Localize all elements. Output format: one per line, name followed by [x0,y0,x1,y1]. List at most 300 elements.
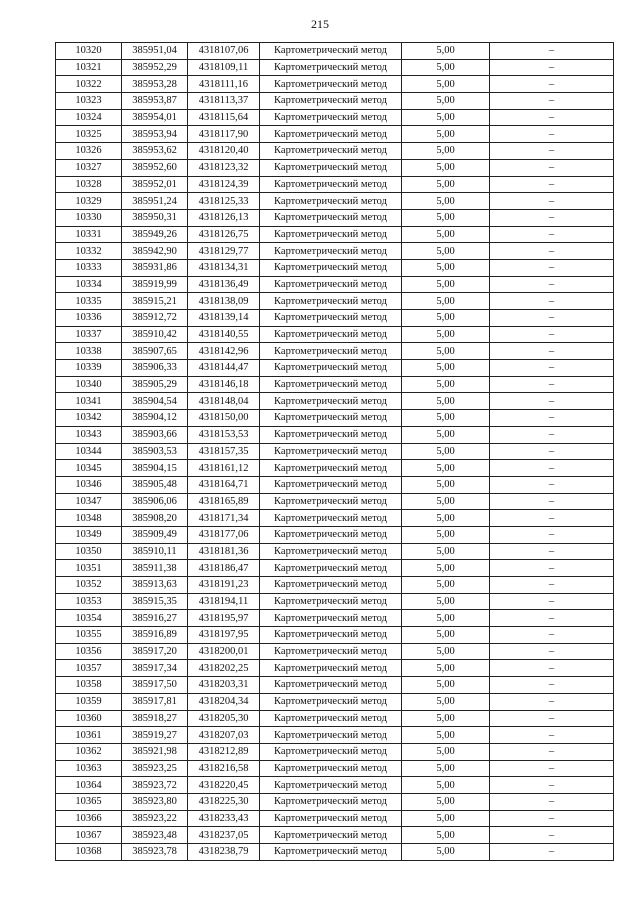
accuracy-cell: 5,00 [402,643,490,660]
description-cell: – [490,310,614,327]
point-number-cell: 10338 [56,343,122,360]
method-cell: Картометрический метод [260,543,402,560]
coord-x-cell: 385904,15 [122,460,188,477]
accuracy-cell: 5,00 [402,226,490,243]
method-cell: Картометрический метод [260,426,402,443]
method-cell: Картометрический метод [260,310,402,327]
method-cell: Картометрический метод [260,226,402,243]
table-row [56,710,614,727]
coord-x-cell: 385919,27 [122,727,188,744]
method-cell: Картометрический метод [260,159,402,176]
table-row [56,493,614,510]
accuracy-cell: 5,00 [402,59,490,76]
coord-x-cell: 385953,62 [122,143,188,160]
point-number-cell: 10340 [56,376,122,393]
coord-x-cell: 385951,24 [122,193,188,210]
accuracy-cell: 5,00 [402,827,490,844]
table-row [56,643,614,660]
coord-y-cell: 4318150,00 [188,410,260,427]
coord-y-cell: 4318111,16 [188,76,260,93]
table-row [56,410,614,427]
method-cell: Картометрический метод [260,209,402,226]
table-row [56,226,614,243]
method-cell: Картометрический метод [260,460,402,477]
coord-x-cell: 385923,80 [122,793,188,810]
description-cell: – [490,43,614,60]
method-cell: Картометрический метод [260,760,402,777]
method-cell: Картометрический метод [260,243,402,260]
coord-y-cell: 4318194,11 [188,593,260,610]
method-cell: Картометрический метод [260,443,402,460]
description-cell: – [490,610,614,627]
description-cell: – [490,727,614,744]
coord-x-cell: 385918,27 [122,710,188,727]
point-number-cell: 10336 [56,310,122,327]
coord-x-cell: 385912,72 [122,310,188,327]
table-row [56,176,614,193]
accuracy-cell: 5,00 [402,43,490,60]
table-row [56,660,614,677]
coord-y-cell: 4318126,75 [188,226,260,243]
coord-x-cell: 385917,50 [122,677,188,694]
description-cell: – [490,410,614,427]
description-cell: – [490,126,614,143]
point-number-cell: 10366 [56,810,122,827]
table-row [56,777,614,794]
accuracy-cell: 5,00 [402,143,490,160]
point-number-cell: 10360 [56,710,122,727]
coord-y-cell: 4318212,89 [188,743,260,760]
coord-x-cell: 385923,25 [122,760,188,777]
point-number-cell: 10325 [56,126,122,143]
coord-x-cell: 385951,04 [122,43,188,60]
table-row [56,677,614,694]
point-number-cell: 10350 [56,543,122,560]
table-row [56,593,614,610]
accuracy-cell: 5,00 [402,176,490,193]
point-number-cell: 10321 [56,59,122,76]
accuracy-cell: 5,00 [402,393,490,410]
point-number-cell: 10322 [56,76,122,93]
coord-x-cell: 385904,54 [122,393,188,410]
table-row [56,526,614,543]
table-row [56,460,614,477]
accuracy-cell: 5,00 [402,410,490,427]
coord-y-cell: 4318161,12 [188,460,260,477]
description-cell: – [490,243,614,260]
coord-x-cell: 385923,78 [122,844,188,861]
table-row [56,276,614,293]
method-cell: Картометрический метод [260,693,402,710]
method-cell: Картометрический метод [260,844,402,861]
accuracy-cell: 5,00 [402,360,490,377]
coord-y-cell: 4318136,49 [188,276,260,293]
coord-y-cell: 4318153,53 [188,426,260,443]
method-cell: Картометрический метод [260,259,402,276]
point-number-cell: 10326 [56,143,122,160]
accuracy-cell: 5,00 [402,276,490,293]
coord-x-cell: 385916,27 [122,610,188,627]
point-number-cell: 10333 [56,259,122,276]
point-number-cell: 10328 [56,176,122,193]
point-number-cell: 10345 [56,460,122,477]
description-cell: – [490,493,614,510]
description-cell: – [490,627,614,644]
description-cell: – [490,376,614,393]
coord-x-cell: 385910,11 [122,543,188,560]
method-cell: Картометрический метод [260,810,402,827]
accuracy-cell: 5,00 [402,710,490,727]
method-cell: Картометрический метод [260,76,402,93]
description-cell: – [490,760,614,777]
table-row [56,760,614,777]
coord-x-cell: 385923,48 [122,827,188,844]
accuracy-cell: 5,00 [402,593,490,610]
accuracy-cell: 5,00 [402,209,490,226]
accuracy-cell: 5,00 [402,293,490,310]
coord-x-cell: 385915,21 [122,293,188,310]
method-cell: Картометрический метод [260,743,402,760]
description-cell: – [490,476,614,493]
accuracy-cell: 5,00 [402,460,490,477]
accuracy-cell: 5,00 [402,109,490,126]
accuracy-cell: 5,00 [402,76,490,93]
coord-x-cell: 385949,26 [122,226,188,243]
table-row [56,193,614,210]
coord-x-cell: 385905,29 [122,376,188,393]
table-row [56,109,614,126]
coord-y-cell: 4318203,31 [188,677,260,694]
table-row [56,159,614,176]
table-row [56,293,614,310]
coord-x-cell: 385917,20 [122,643,188,660]
coord-y-cell: 4318124,39 [188,176,260,193]
coord-y-cell: 4318134,31 [188,259,260,276]
accuracy-cell: 5,00 [402,693,490,710]
description-cell: – [490,109,614,126]
table-row [56,426,614,443]
table-row [56,126,614,143]
method-cell: Картометрический метод [260,710,402,727]
accuracy-cell: 5,00 [402,93,490,110]
table-row [56,443,614,460]
description-cell: – [490,693,614,710]
coord-y-cell: 4318144,47 [188,360,260,377]
point-number-cell: 10346 [56,476,122,493]
coord-y-cell: 4318238,79 [188,844,260,861]
point-number-cell: 10337 [56,326,122,343]
description-cell: – [490,276,614,293]
coord-x-cell: 385907,65 [122,343,188,360]
accuracy-cell: 5,00 [402,193,490,210]
coord-x-cell: 385950,31 [122,209,188,226]
description-cell: – [490,59,614,76]
coord-y-cell: 4318146,18 [188,376,260,393]
description-cell: – [490,226,614,243]
coord-x-cell: 385952,60 [122,159,188,176]
coord-y-cell: 4318177,06 [188,526,260,543]
table-row [56,243,614,260]
coord-y-cell: 4318195,97 [188,610,260,627]
coordinates-table-body [56,43,614,861]
table-row [56,510,614,527]
method-cell: Картометрический метод [260,176,402,193]
coord-x-cell: 385952,01 [122,176,188,193]
coord-y-cell: 4318205,30 [188,710,260,727]
point-number-cell: 10365 [56,793,122,810]
method-cell: Картометрический метод [260,793,402,810]
coord-x-cell: 385915,35 [122,593,188,610]
point-number-cell: 10352 [56,577,122,594]
coord-x-cell: 385913,63 [122,577,188,594]
accuracy-cell: 5,00 [402,159,490,176]
point-number-cell: 10341 [56,393,122,410]
coord-y-cell: 4318220,45 [188,777,260,794]
accuracy-cell: 5,00 [402,844,490,861]
point-number-cell: 10329 [56,193,122,210]
description-cell: – [490,777,614,794]
accuracy-cell: 5,00 [402,577,490,594]
coord-x-cell: 385931,86 [122,259,188,276]
coord-x-cell: 385903,66 [122,426,188,443]
point-number-cell: 10343 [56,426,122,443]
coord-x-cell: 385923,22 [122,810,188,827]
coord-y-cell: 4318138,09 [188,293,260,310]
method-cell: Картометрический метод [260,126,402,143]
method-cell: Картометрический метод [260,510,402,527]
point-number-cell: 10332 [56,243,122,260]
accuracy-cell: 5,00 [402,476,490,493]
table-row [56,577,614,594]
table-row [56,727,614,744]
accuracy-cell: 5,00 [402,326,490,343]
accuracy-cell: 5,00 [402,126,490,143]
method-cell: Картометрический метод [260,143,402,160]
accuracy-cell: 5,00 [402,243,490,260]
table-row [56,393,614,410]
method-cell: Картометрический метод [260,59,402,76]
coord-y-cell: 4318129,77 [188,243,260,260]
coord-x-cell: 385953,28 [122,76,188,93]
accuracy-cell: 5,00 [402,610,490,627]
coord-x-cell: 385917,81 [122,693,188,710]
description-cell: – [490,443,614,460]
point-number-cell: 10331 [56,226,122,243]
description-cell: – [490,293,614,310]
accuracy-cell: 5,00 [402,743,490,760]
method-cell: Картометрический метод [260,610,402,627]
coord-y-cell: 4318140,55 [188,326,260,343]
point-number-cell: 10348 [56,510,122,527]
accuracy-cell: 5,00 [402,259,490,276]
method-cell: Картометрический метод [260,293,402,310]
table-row [56,59,614,76]
table-row [56,343,614,360]
description-cell: – [490,360,614,377]
coord-y-cell: 4318200,01 [188,643,260,660]
accuracy-cell: 5,00 [402,493,490,510]
description-cell: – [490,810,614,827]
coord-y-cell: 4318139,14 [188,310,260,327]
method-cell: Картометрический метод [260,577,402,594]
accuracy-cell: 5,00 [402,310,490,327]
description-cell: – [490,176,614,193]
table-row [56,844,614,861]
method-cell: Картометрический метод [260,560,402,577]
description-cell: – [490,510,614,527]
description-cell: – [490,426,614,443]
method-cell: Картометрический метод [260,493,402,510]
accuracy-cell: 5,00 [402,727,490,744]
accuracy-cell: 5,00 [402,560,490,577]
coord-x-cell: 385921,98 [122,743,188,760]
point-number-cell: 10358 [56,677,122,694]
description-cell: – [490,193,614,210]
coord-y-cell: 4318165,89 [188,493,260,510]
coord-y-cell: 4318197,95 [188,627,260,644]
description-cell: – [490,793,614,810]
table-row [56,476,614,493]
method-cell: Картометрический метод [260,276,402,293]
description-cell: – [490,326,614,343]
method-cell: Картометрический метод [260,410,402,427]
coord-x-cell: 385905,48 [122,476,188,493]
description-cell: – [490,159,614,176]
description-cell: – [490,343,614,360]
point-number-cell: 10324 [56,109,122,126]
coord-y-cell: 4318202,25 [188,660,260,677]
coord-y-cell: 4318225,30 [188,793,260,810]
point-number-cell: 10349 [56,526,122,543]
coord-y-cell: 4318142,96 [188,343,260,360]
accuracy-cell: 5,00 [402,443,490,460]
method-cell: Картометрический метод [260,326,402,343]
table-row [56,76,614,93]
description-cell: – [490,643,614,660]
coord-y-cell: 4318186,47 [188,560,260,577]
method-cell: Картометрический метод [260,643,402,660]
point-number-cell: 10335 [56,293,122,310]
point-number-cell: 10339 [56,360,122,377]
table-row [56,43,614,60]
point-number-cell: 10368 [56,844,122,861]
point-number-cell: 10353 [56,593,122,610]
table-row [56,209,614,226]
description-cell: – [490,526,614,543]
coord-y-cell: 4318157,35 [188,443,260,460]
description-cell: – [490,660,614,677]
point-number-cell: 10357 [56,660,122,677]
coord-x-cell: 385942,90 [122,243,188,260]
method-cell: Картометрический метод [260,827,402,844]
point-number-cell: 10356 [56,643,122,660]
point-number-cell: 10361 [56,727,122,744]
description-cell: – [490,543,614,560]
coord-x-cell: 385903,53 [122,443,188,460]
coord-y-cell: 4318107,06 [188,43,260,60]
point-number-cell: 10354 [56,610,122,627]
description-cell: – [490,560,614,577]
description-cell: – [490,93,614,110]
point-number-cell: 10362 [56,743,122,760]
accuracy-cell: 5,00 [402,660,490,677]
description-cell: – [490,259,614,276]
coord-y-cell: 4318109,11 [188,59,260,76]
coord-x-cell: 385952,29 [122,59,188,76]
coord-x-cell: 385953,87 [122,93,188,110]
coord-y-cell: 4318204,34 [188,693,260,710]
point-number-cell: 10323 [56,93,122,110]
description-cell: – [490,143,614,160]
table-row [56,693,614,710]
method-cell: Картометрический метод [260,109,402,126]
method-cell: Картометрический метод [260,343,402,360]
accuracy-cell: 5,00 [402,677,490,694]
table-row [56,827,614,844]
point-number-cell: 10344 [56,443,122,460]
coord-x-cell: 385923,72 [122,777,188,794]
table-row [56,310,614,327]
coord-x-cell: 385909,49 [122,526,188,543]
coord-x-cell: 385906,33 [122,360,188,377]
accuracy-cell: 5,00 [402,777,490,794]
point-number-cell: 10327 [56,159,122,176]
point-number-cell: 10330 [56,209,122,226]
method-cell: Картометрический метод [260,476,402,493]
coord-y-cell: 4318148,04 [188,393,260,410]
description-cell: – [490,76,614,93]
method-cell: Картометрический метод [260,593,402,610]
point-number-cell: 10342 [56,410,122,427]
coord-y-cell: 4318237,05 [188,827,260,844]
table-row [56,93,614,110]
coord-y-cell: 4318117,90 [188,126,260,143]
accuracy-cell: 5,00 [402,526,490,543]
method-cell: Картометрический метод [260,660,402,677]
coord-y-cell: 4318171,34 [188,510,260,527]
table-row [56,743,614,760]
method-cell: Картометрический метод [260,526,402,543]
table-row [56,543,614,560]
coord-x-cell: 385917,34 [122,660,188,677]
table-row [56,376,614,393]
coord-y-cell: 4318123,32 [188,159,260,176]
description-cell: – [490,743,614,760]
method-cell: Картометрический метод [260,376,402,393]
description-cell: – [490,593,614,610]
method-cell: Картометрический метод [260,43,402,60]
accuracy-cell: 5,00 [402,510,490,527]
point-number-cell: 10351 [56,560,122,577]
point-number-cell: 10363 [56,760,122,777]
coord-x-cell: 385911,38 [122,560,188,577]
coord-y-cell: 4318126,13 [188,209,260,226]
description-cell: – [490,844,614,861]
method-cell: Картометрический метод [260,393,402,410]
point-number-cell: 10355 [56,627,122,644]
coord-y-cell: 4318233,43 [188,810,260,827]
point-number-cell: 10347 [56,493,122,510]
method-cell: Картометрический метод [260,777,402,794]
coord-y-cell: 4318181,36 [188,543,260,560]
coord-y-cell: 4318115,64 [188,109,260,126]
coord-x-cell: 385953,94 [122,126,188,143]
accuracy-cell: 5,00 [402,810,490,827]
point-number-cell: 10359 [56,693,122,710]
coord-y-cell: 4318191,23 [188,577,260,594]
coord-x-cell: 385908,20 [122,510,188,527]
table-row [56,793,614,810]
